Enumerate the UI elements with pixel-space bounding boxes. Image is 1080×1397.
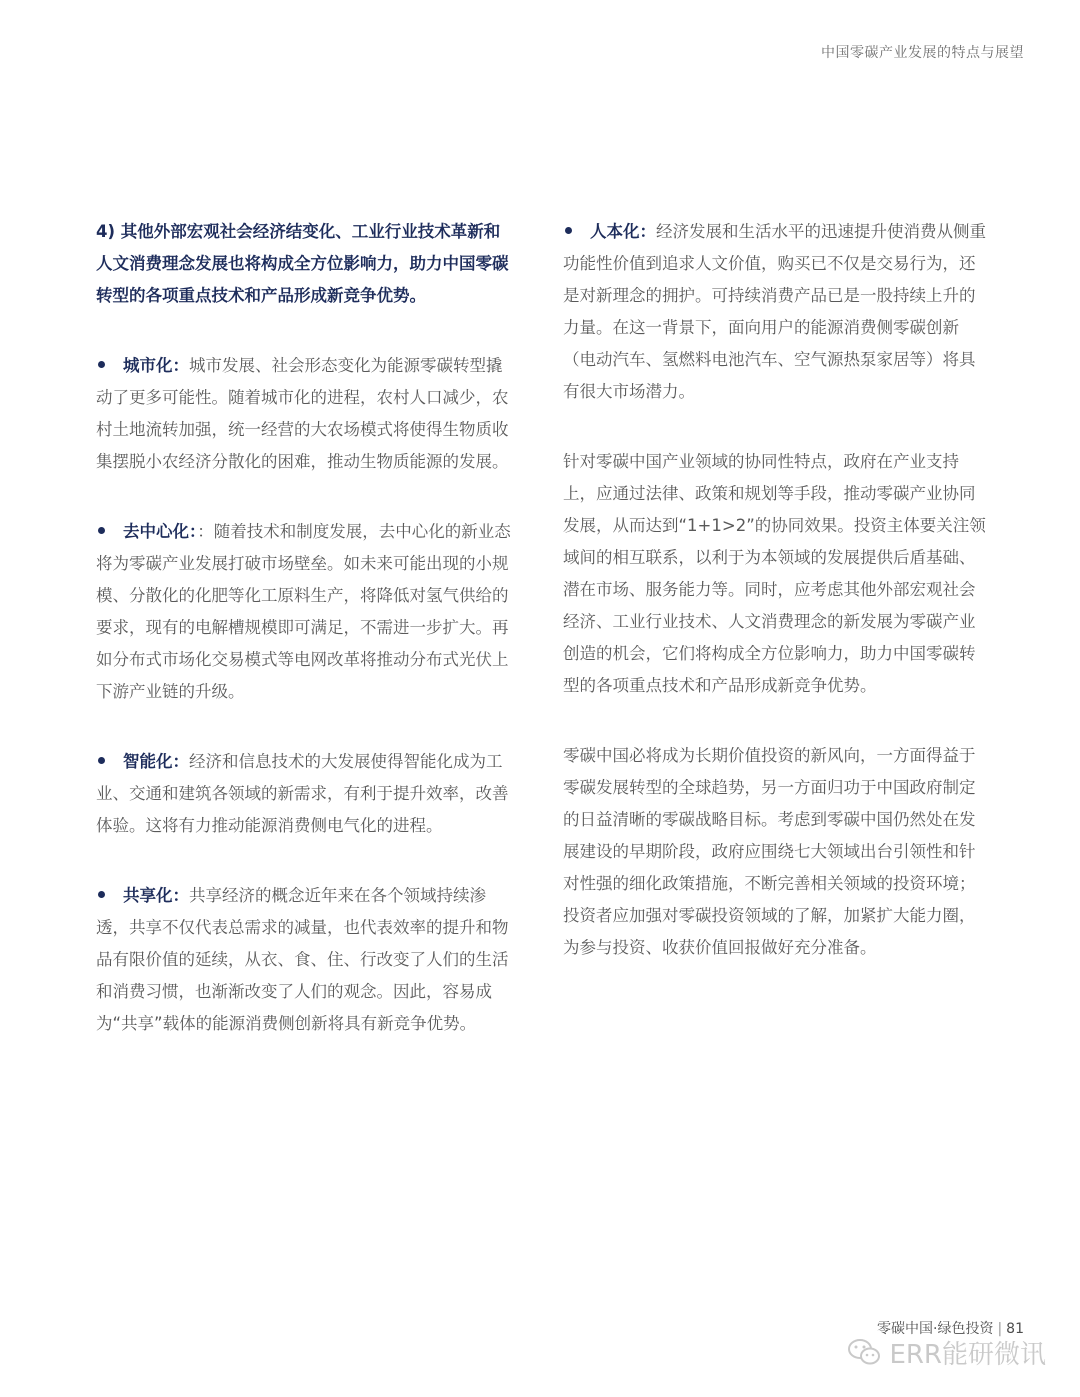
publication-title: 零碳中国·绿色投资 bbox=[877, 1321, 994, 1337]
body-paragraph: 零碳中国必将成为长期价值投资的新风向，一方面得益于零碳发展转型的全球趋势，另一方面归功于中国政府制定的日益清晰的零碳战略目标。考虑到零碳中国仍然处在发展建设的早期阶段，政府应围绕七大领域出台引领性和针对性强的细化政策措施，不断完善相关领域的投资环境；投资者应加强对零碳投资领域的了解，加紧扩大能力圈，为参与投资、收获价值回报做好充分准备。 bbox=[563, 746, 976, 957]
bullet-text: ：随着技术和制度发展，去中心化的新业态将为零碳产业发展打破市场壁垒。如未来可能出现的小规模、分散化的化肥等化工原料生产，将降低对氢气供给的要求，现有的电解槽规模即可满足，不需进一步扩大。再如分布式市场化交易模式等电网改革将推动分布式光伏上下游产业链的升级。 bbox=[96, 522, 511, 701]
bullet-humanization bbox=[563, 216, 988, 408]
right-column bbox=[563, 216, 988, 1002]
bullet-urbanization bbox=[96, 350, 516, 478]
bullet-sharing bbox=[96, 880, 516, 1040]
body-paragraph: 针对零碳中国产业领域的协同性特点，政府在产业支持上，应通过法律、政策和规划等手段，推动零碳产业协同发展，从而达到“1+1>2”的协同效果。投资主体要关注领域间的相互联系，以利于为本领域的发展提供后盾基础、潜在市场、服务能力等。同时，应考虑其他外部宏观社会经济、工业行业技术、人文消费理念的新发展为零碳产业创造的机会，它们将构成全方位影响力，助力中国零碳转型的各项重点技术和产品形成新竞争优势。 bbox=[563, 452, 986, 695]
bullet-term: 去中心化： bbox=[123, 522, 198, 541]
bullet-decentralization bbox=[96, 516, 516, 708]
watermark bbox=[847, 1334, 1046, 1370]
bullet-text: 经济和信息技术的大发展使得智能化成为工业、交通和建筑各领域的新需求，有利于提升效率，改善体验。这将有力推动能源消费侧电气化的进程。 bbox=[96, 752, 509, 835]
bullet-dot-icon bbox=[98, 361, 105, 368]
bullet-term: 智能化： bbox=[123, 752, 189, 771]
bullet-term: 人本化： bbox=[590, 222, 656, 241]
bullet-dot-icon bbox=[98, 757, 105, 764]
bullet-term: 共享化： bbox=[123, 886, 189, 905]
page-header: 中国零碳产业发展的特点与展望 bbox=[821, 45, 1024, 61]
bullet-dot-icon bbox=[98, 891, 105, 898]
bullet-dot-icon bbox=[565, 227, 572, 234]
bullet-text: 共享经济的概念近年来在各个领域持续渗透，共享不仅代表总需求的减量，也代表效率的提升和物品有限价值的延续，从衣、食、住、行改变了人们的生活和消费习惯，也渐渐改变了人们的观念。因此，容易成为“共享”载体的能源消费侧创新将具有新竞争优势。 bbox=[96, 886, 509, 1033]
page-number: 81 bbox=[1006, 1321, 1024, 1337]
footer-separator: | bbox=[997, 1321, 1003, 1337]
watermark-text: ERR能研微讯 bbox=[889, 1339, 1046, 1370]
bullet-term: 城市化： bbox=[123, 356, 189, 375]
left-column bbox=[96, 216, 516, 1078]
bullet-text: 经济发展和生活水平的迅速提升使消费从侧重功能性价值到追求人文价值，购买已不仅是交易行为，还是对新理念的拥护。可持续消费产品已是一股持续上升的力量。在这一背景下，面向用户的能源消费侧零碳创新（电动汽车、氢燃料电池汽车、空气源热泵家居等）将具有很大市场潜力。 bbox=[563, 222, 986, 401]
bullet-intelligence bbox=[96, 746, 516, 842]
section-intro: 4) 其他外部宏观社会经济结变化、工业行业技术革新和人文消费理念发展也将构成全方位影响力，助力中国零碳转型的各项重点技术和产品形成新竞争优势。 bbox=[96, 222, 509, 305]
bullet-text: 城市发展、社会形态变化为能源零碳转型撬动了更多可能性。随着城市化的进程，农村人口减少，农村土地流转加强，统一经营的大农场模式将使得生物质收集摆脱小农经济分散化的困难，推动生物质能源的发展。 bbox=[96, 356, 509, 471]
wechat-icon bbox=[847, 1338, 881, 1366]
bullet-dot-icon bbox=[98, 527, 105, 534]
